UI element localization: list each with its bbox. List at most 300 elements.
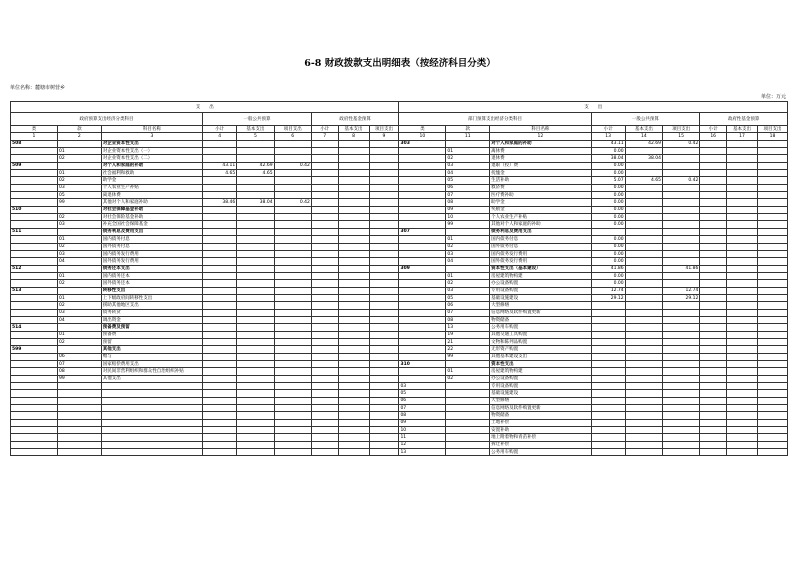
- table-cell: [338, 155, 369, 162]
- table-cell: [369, 449, 399, 456]
- table-cell: [369, 405, 399, 412]
- table-cell: [727, 140, 758, 147]
- table-cell: 对企业资本性支出（二）: [101, 155, 202, 162]
- table-cell: 基础设施建设: [490, 390, 591, 397]
- table-cell: [700, 206, 727, 213]
- table-cell: [625, 441, 662, 448]
- table-cell: [237, 383, 274, 390]
- table-cell: [625, 324, 662, 331]
- table-cell: 03: [57, 250, 101, 257]
- table-cell: 21: [446, 338, 490, 345]
- column-number: 8: [338, 133, 369, 140]
- table-cell: [237, 368, 274, 375]
- table-cell: [700, 309, 727, 316]
- table-cell: 办公设备购置: [490, 375, 591, 382]
- table-cell: [591, 412, 625, 419]
- table-cell: 0.42: [274, 199, 311, 206]
- table-cell: [727, 221, 758, 228]
- table-cell: [757, 265, 787, 272]
- table-cell: [311, 272, 338, 279]
- table-cell: 05: [446, 177, 490, 184]
- table-cell: [11, 243, 58, 250]
- table-cell: 对企业资本性支出: [101, 140, 202, 147]
- table-cell: [700, 405, 727, 412]
- table-cell: [625, 221, 662, 228]
- table-cell: [311, 397, 338, 404]
- table-cell: [625, 368, 662, 375]
- table-cell: [663, 316, 700, 323]
- table-cell: [237, 441, 274, 448]
- table-cell: 生活补助: [490, 177, 591, 184]
- table-cell: 5.07: [591, 177, 625, 184]
- table-cell: [727, 272, 758, 279]
- table-cell: 02: [57, 155, 101, 162]
- table-cell: [757, 368, 787, 375]
- table-cell: [338, 449, 369, 456]
- table-cell: [727, 419, 758, 426]
- table-cell: 信息网络及软件购置更新: [490, 405, 591, 412]
- table-cell: 309: [399, 265, 446, 272]
- table-cell: 03: [399, 383, 446, 390]
- table-cell: [700, 449, 727, 456]
- table-cell: [311, 390, 338, 397]
- table-cell: [274, 405, 311, 412]
- table-cell: [727, 177, 758, 184]
- table-cell: 02: [446, 280, 490, 287]
- table-cell: 19: [446, 331, 490, 338]
- table-cell: [757, 324, 787, 331]
- table-cell: 02: [57, 177, 101, 184]
- table-cell: [757, 331, 787, 338]
- column-number: 17: [727, 133, 758, 140]
- table-cell: [338, 405, 369, 412]
- table-cell: [727, 302, 758, 309]
- table-cell: [369, 155, 399, 162]
- table-cell: [727, 287, 758, 294]
- table-cell: [237, 243, 274, 250]
- table-cell: [11, 434, 58, 441]
- table-cell: [700, 390, 727, 397]
- table-cell: 08: [446, 316, 490, 323]
- table-cell: 助学金: [101, 177, 202, 184]
- header-row-group: [11, 102, 788, 113]
- table-cell: [203, 272, 237, 279]
- table-cell: [338, 265, 369, 272]
- table-cell: [700, 280, 727, 287]
- table-cell: [757, 302, 787, 309]
- table-cell: [338, 170, 369, 177]
- table-cell: [203, 324, 237, 331]
- table-cell: [311, 140, 338, 147]
- table-cell: 03: [446, 250, 490, 257]
- table-cell: [203, 309, 237, 316]
- table-cell: [399, 192, 446, 199]
- table-cell: 退休费: [490, 155, 591, 162]
- table-cell: [663, 228, 700, 235]
- table-cell: [57, 397, 101, 404]
- table-cell: 救济费: [490, 184, 591, 191]
- table-cell: [727, 184, 758, 191]
- table-cell: [446, 441, 490, 448]
- table-cell: 07: [399, 405, 446, 412]
- table-cell: [369, 316, 399, 323]
- table-cell: 其他对个人和家庭的补助: [490, 221, 591, 228]
- table-cell: [237, 434, 274, 441]
- column-header: 小计: [700, 126, 727, 133]
- table-cell: 29.12: [663, 294, 700, 301]
- table-cell: [446, 405, 490, 412]
- table-cell: [338, 294, 369, 301]
- table-cell: [591, 427, 625, 434]
- table-row: [11, 434, 788, 441]
- table-cell: [399, 148, 446, 155]
- table-cell: [757, 236, 787, 243]
- table-cell: [311, 302, 338, 309]
- table-cell: [591, 405, 625, 412]
- table-cell: [625, 243, 662, 250]
- table-cell: [203, 155, 237, 162]
- table-cell: [369, 228, 399, 235]
- table-cell: [369, 427, 399, 434]
- table-cell: [399, 368, 446, 375]
- table-cell: [625, 338, 662, 345]
- column-header: 项目支出: [274, 126, 311, 133]
- table-cell: 13: [399, 449, 446, 456]
- table-cell: 12.74: [663, 287, 700, 294]
- table-cell: [274, 170, 311, 177]
- table-row: [11, 243, 788, 250]
- table-cell: 07: [446, 309, 490, 316]
- table-cell: [237, 294, 274, 301]
- table-cell: [757, 206, 787, 213]
- table-cell: 42.69: [625, 140, 662, 147]
- table-cell: [11, 294, 58, 301]
- table-row: [11, 258, 788, 265]
- table-cell: [757, 434, 787, 441]
- table-cell: [663, 309, 700, 316]
- table-cell: [274, 338, 311, 345]
- table-cell: [663, 155, 700, 162]
- table-cell: [274, 316, 311, 323]
- table-cell: [625, 375, 662, 382]
- table-cell: 42.69: [237, 162, 274, 169]
- column-number: 9: [369, 133, 399, 140]
- table-cell: [700, 214, 727, 221]
- table-cell: [727, 412, 758, 419]
- column-header: 项目支出: [663, 126, 700, 133]
- table-cell: 资本性支出（基本建设）: [490, 265, 591, 272]
- table-cell: [663, 368, 700, 375]
- table-cell: [311, 221, 338, 228]
- table-cell: 其他支出: [101, 346, 202, 353]
- table-cell: [700, 353, 727, 360]
- table-cell: [663, 302, 700, 309]
- table-cell: [57, 383, 101, 390]
- table-cell: 06: [57, 353, 101, 360]
- table-cell: [311, 405, 338, 412]
- right-fund-header: 政府性基金预算: [700, 113, 788, 126]
- table-cell: [237, 177, 274, 184]
- table-cell: [237, 331, 274, 338]
- table-cell: [237, 405, 274, 412]
- table-cell: [311, 228, 338, 235]
- column-number: 6: [274, 133, 311, 140]
- table-cell: [237, 375, 274, 382]
- table-cell: [727, 441, 758, 448]
- table-cell: 上下级政府间转移性支出: [101, 294, 202, 301]
- table-cell: [700, 412, 727, 419]
- table-cell: [274, 361, 311, 368]
- table-cell: [57, 434, 101, 441]
- table-cell: [237, 221, 274, 228]
- table-cell: [591, 383, 625, 390]
- table-cell: [399, 221, 446, 228]
- table-cell: 国家赔偿费用支出: [101, 361, 202, 368]
- table-cell: [311, 353, 338, 360]
- table-cell: [625, 449, 662, 456]
- table-cell: 307: [399, 228, 446, 235]
- table-cell: [101, 419, 202, 426]
- table-cell: [446, 449, 490, 456]
- table-cell: [700, 243, 727, 250]
- table-cell: [11, 199, 58, 206]
- table-cell: 国外债务发行费用: [490, 258, 591, 265]
- table-cell: [369, 199, 399, 206]
- table-cell: 债务还本支出: [101, 265, 202, 272]
- table-cell: [369, 419, 399, 426]
- table-cell: [101, 383, 202, 390]
- table-cell: [727, 236, 758, 243]
- table-cell: [203, 449, 237, 456]
- table-cell: 国外债务付息: [101, 243, 202, 250]
- table-cell: [369, 140, 399, 147]
- table-cell: 对企业资本性支出（一）: [101, 148, 202, 155]
- table-cell: 511: [11, 228, 58, 235]
- table-cell: [237, 184, 274, 191]
- table-cell: [101, 390, 202, 397]
- table-cell: [57, 412, 101, 419]
- table-cell: 无形资产购置: [490, 346, 591, 353]
- table-cell: [237, 140, 274, 147]
- table-cell: [727, 199, 758, 206]
- table-cell: 03: [446, 287, 490, 294]
- table-cell: 预留: [101, 338, 202, 345]
- table-cell: [757, 338, 787, 345]
- table-cell: [203, 346, 237, 353]
- table-cell: [757, 148, 787, 155]
- table-cell: [311, 412, 338, 419]
- table-row: [11, 148, 788, 155]
- table-cell: [757, 140, 787, 147]
- table-cell: [625, 434, 662, 441]
- table-cell: [311, 346, 338, 353]
- table-cell: 债务转贷: [101, 309, 202, 316]
- table-cell: [274, 427, 311, 434]
- table-cell: [757, 346, 787, 353]
- table-cell: [203, 250, 237, 257]
- table-cell: [663, 338, 700, 345]
- table-cell: 11: [399, 434, 446, 441]
- table-row: [11, 272, 788, 279]
- table-cell: [369, 250, 399, 257]
- table-cell: [700, 287, 727, 294]
- table-cell: [11, 412, 58, 419]
- table-cell: [700, 419, 727, 426]
- table-row: [11, 338, 788, 345]
- table-cell: [625, 228, 662, 235]
- table-cell: [700, 368, 727, 375]
- table-cell: 02: [57, 302, 101, 309]
- table-cell: 对社会保险基金补助: [101, 214, 202, 221]
- table-cell: [700, 221, 727, 228]
- page-title: 6-8 财政拨款支出明细表（按经济科目分类）: [304, 58, 496, 69]
- table-cell: [57, 405, 101, 412]
- table-cell: 国内债务付息: [490, 236, 591, 243]
- table-row: [11, 265, 788, 272]
- table-cell: [757, 243, 787, 250]
- table-cell: [663, 272, 700, 279]
- table-cell: [700, 236, 727, 243]
- table-cell: [369, 338, 399, 345]
- table-cell: [11, 236, 58, 243]
- table-cell: 05: [399, 390, 446, 397]
- table-cell: 508: [11, 140, 58, 147]
- table-cell: [663, 221, 700, 228]
- table-cell: [591, 316, 625, 323]
- table-row: [11, 427, 788, 434]
- table-cell: [663, 206, 700, 213]
- table-cell: 抚恤金: [490, 170, 591, 177]
- table-cell: [591, 434, 625, 441]
- table-cell: [663, 412, 700, 419]
- table-cell: [369, 162, 399, 169]
- table-cell: [727, 346, 758, 353]
- table-cell: 04: [57, 316, 101, 323]
- table-cell: [757, 221, 787, 228]
- table-cell: [399, 162, 446, 169]
- table-cell: [11, 214, 58, 221]
- table-cell: [757, 412, 787, 419]
- table-cell: [203, 206, 237, 213]
- table-cell: [369, 302, 399, 309]
- table-cell: [338, 309, 369, 316]
- table-cell: [399, 302, 446, 309]
- table-cell: 01: [446, 148, 490, 155]
- table-cell: [274, 243, 311, 250]
- table-cell: [757, 390, 787, 397]
- table-cell: [203, 258, 237, 265]
- table-row: [11, 412, 788, 419]
- table-cell: [237, 214, 274, 221]
- table-cell: [700, 294, 727, 301]
- column-header: 类: [11, 126, 58, 133]
- table-cell: 离退休费: [101, 192, 202, 199]
- table-cell: [274, 140, 311, 147]
- table-cell: [203, 375, 237, 382]
- table-cell: 38.04: [591, 155, 625, 162]
- column-number: 4: [203, 133, 237, 140]
- table-cell: [203, 361, 237, 368]
- table-cell: [625, 184, 662, 191]
- table-cell: [757, 155, 787, 162]
- table-cell: [311, 449, 338, 456]
- table-cell: [446, 427, 490, 434]
- table-cell: 04: [57, 258, 101, 265]
- table-cell: [338, 419, 369, 426]
- table-cell: [237, 258, 274, 265]
- table-cell: [338, 184, 369, 191]
- table-cell: 03: [57, 309, 101, 316]
- table-cell: [700, 324, 727, 331]
- table-cell: 05: [57, 192, 101, 199]
- table-cell: 01: [57, 272, 101, 279]
- table-cell: [369, 390, 399, 397]
- table-cell: 物资储备: [490, 316, 591, 323]
- table-cell: [237, 316, 274, 323]
- table-cell: [311, 434, 338, 441]
- table-cell: [338, 162, 369, 169]
- table-cell: [591, 375, 625, 382]
- table-cell: [700, 192, 727, 199]
- table-cell: 99: [446, 353, 490, 360]
- table-cell: [338, 192, 369, 199]
- table-cell: [338, 302, 369, 309]
- table-cell: 债务利息及费用支出: [490, 228, 591, 235]
- table-cell: [369, 177, 399, 184]
- table-cell: [57, 449, 101, 456]
- table-cell: [727, 214, 758, 221]
- table-row: [11, 192, 788, 199]
- table-cell: [399, 353, 446, 360]
- table-cell: 补充全国社会保障基金: [101, 221, 202, 228]
- table-cell: [663, 419, 700, 426]
- table-cell: [625, 148, 662, 155]
- table-cell: 04: [446, 170, 490, 177]
- table-cell: [237, 206, 274, 213]
- table-cell: [203, 280, 237, 287]
- table-cell: [338, 140, 369, 147]
- table-cell: 03: [57, 221, 101, 228]
- table-cell: [625, 331, 662, 338]
- table-cell: [399, 199, 446, 206]
- column-number: 1: [11, 133, 58, 140]
- table-cell: 大型修缮: [490, 302, 591, 309]
- table-cell: [237, 228, 274, 235]
- table-cell: [57, 265, 101, 272]
- table-cell: [237, 250, 274, 257]
- table-cell: [700, 228, 727, 235]
- table-cell: [663, 449, 700, 456]
- table-cell: 01: [57, 170, 101, 177]
- table-cell: 对社会保障基金补助: [101, 206, 202, 213]
- table-cell: [727, 148, 758, 155]
- table-cell: [57, 346, 101, 353]
- table-cell: 转移性支出: [101, 287, 202, 294]
- table-cell: [237, 236, 274, 243]
- table-cell: [11, 272, 58, 279]
- table-cell: [274, 287, 311, 294]
- table-cell: [57, 324, 101, 331]
- column-header: 基本支出: [625, 126, 662, 133]
- column-header: 科目名称: [490, 126, 591, 133]
- table-row: [11, 287, 788, 294]
- table-cell: [311, 148, 338, 155]
- column-number: 2: [57, 133, 101, 140]
- table-cell: [338, 287, 369, 294]
- table-cell: [274, 419, 311, 426]
- table-cell: [727, 162, 758, 169]
- table-cell: [203, 427, 237, 434]
